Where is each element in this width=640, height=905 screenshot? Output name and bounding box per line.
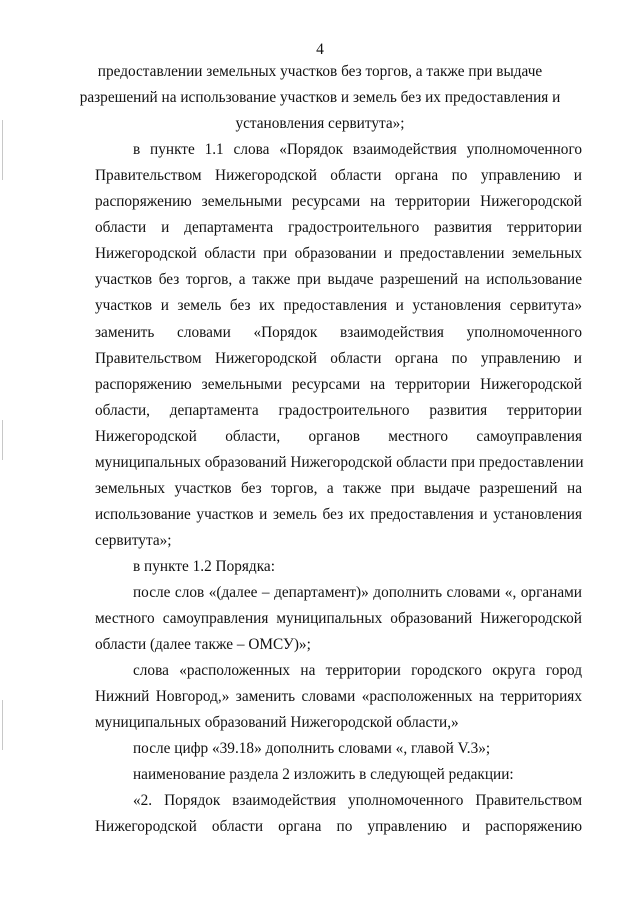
text-line: установления сервитута»;	[235, 115, 405, 132]
text-line: области, департамента градостроительного развития территории	[95, 402, 582, 419]
text-line: использование участков и земель без их предоставления и установления	[95, 506, 582, 523]
text-line: муниципальных образований Нижегородской области,»	[95, 714, 459, 731]
scan-edge-mark	[2, 700, 3, 750]
text-line: Правительством Нижегородской области органа по управлению и	[95, 350, 582, 367]
text-line: заменить словами «Порядок взаимодействия уполномоченного	[95, 324, 582, 341]
text-line: распоряжению земельными ресурсами на территории Нижегородской	[95, 193, 582, 210]
text-line: разрешений на использование участков и земель без их предоставления и	[79, 89, 561, 106]
scan-edge-mark	[2, 420, 3, 460]
text-line: после слов «(далее – департамент)» дополнить словами «, органами	[133, 584, 582, 601]
text-line: после цифр «39.18» дополнить словами «, главой V.3»;	[133, 740, 491, 757]
text-line: в пункте 1.1 слова «Порядок взаимодействия уполномоченного	[133, 141, 582, 158]
text-line: области и департамента градостроительного развития территории	[95, 219, 582, 236]
text-line: «2. Порядок взаимодействия уполномоченного Правительством	[133, 792, 582, 809]
text-line: Нижегородской области, органов местного самоуправления	[95, 428, 582, 445]
text-line: участков без торгов, а также при выдаче разрешений на использование	[95, 271, 582, 288]
text-line: области (далее также – ОМСУ)»;	[95, 636, 311, 653]
text-line: земельных участков без торгов, а также при выдаче разрешений на	[95, 480, 582, 497]
text-line: предоставлении земельных участков без торгов, а также при выдаче	[97, 63, 543, 80]
text-line: распоряжению земельными ресурсами на территории Нижегородской	[95, 376, 582, 393]
text-line: Нижегородской области органа по управлению и распоряжению	[95, 818, 582, 835]
text-line: Правительством Нижегородской области органа по управлению и	[95, 167, 582, 184]
text-line: слова «расположенных на территории городского округа город	[133, 662, 582, 679]
text-line: в пункте 1.2 Порядка:	[133, 558, 275, 575]
text-line: муниципальных образований Нижегородской области при предоставлении	[95, 454, 584, 471]
page-number: 4	[316, 41, 324, 58]
text-line: Нижний Новгород,» заменить словами «расположенных на территориях	[95, 688, 582, 705]
text-line: сервитута»;	[95, 532, 172, 549]
text-line: наименование раздела 2 изложить в следующей редакции:	[133, 766, 514, 783]
text-line: Нижегородской области при образовании и предоставлении земельных	[95, 245, 582, 262]
text-line: участков и земель без их предоставления и установления сервитута»	[95, 297, 582, 314]
text-line: местного самоуправления муниципальных образований Нижегородской	[95, 610, 582, 627]
